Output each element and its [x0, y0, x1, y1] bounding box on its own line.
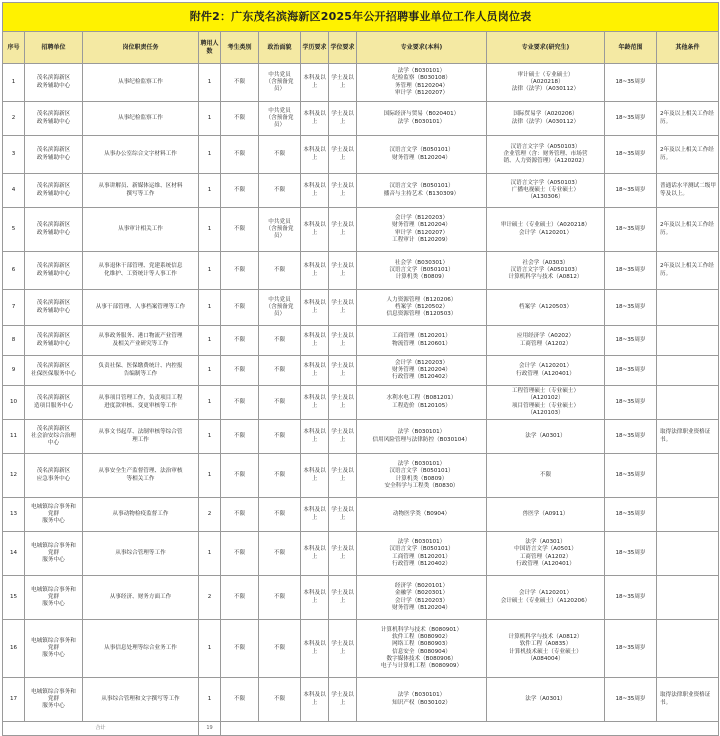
- graduate-major: 档案学（A120503）: [487, 290, 605, 326]
- graduate-major: 计算机科学与技术（A0812） 软件工程（A0835） 计算机技术硕士（专业硕士） （A084004）: [487, 620, 605, 678]
- headcount: 1: [199, 620, 221, 678]
- table-row: [3, 620, 719, 678]
- candidate-category: 不限: [221, 454, 259, 498]
- job-duty: 从事项目管理工作，负责项目工程 进度款审核、变更审核等工作: [83, 386, 199, 420]
- column-header: 年龄范围: [605, 32, 657, 64]
- recruiting-unit: 茂名滨海新区 政务辅助中心: [25, 290, 83, 326]
- row-number: 9: [3, 356, 25, 386]
- candidate-category: 不限: [221, 136, 259, 174]
- education-requirement: 本科及以 上: [301, 208, 329, 252]
- other-conditions: 2年及以上相关工作经历。: [657, 136, 719, 174]
- table-row: [3, 498, 719, 532]
- degree-requirement: 学士及以 上: [329, 498, 357, 532]
- degree-requirement: 学士及以 上: [329, 386, 357, 420]
- column-header: 其他条件: [657, 32, 719, 64]
- job-duty: 从事办公室综合文字材料工作: [83, 136, 199, 174]
- education-requirement: 本科及以 上: [301, 420, 329, 454]
- other-conditions: [657, 620, 719, 678]
- table-row: [3, 252, 719, 290]
- total-value: 19: [199, 722, 221, 736]
- other-conditions: 2年及以上相关工作经历。: [657, 208, 719, 252]
- age-range: 18~35周岁: [605, 252, 657, 290]
- other-conditions: [657, 386, 719, 420]
- education-requirement: 本科及以 上: [301, 454, 329, 498]
- education-requirement: 本科及以 上: [301, 532, 329, 576]
- undergraduate-major: 计算机科学与技术（B080901） 软件工程（B080902） 网络工程（B080903） 信息安全（B080904） 数字媒体技术（B080906） 电子与计算机工程（B080909）: [357, 620, 487, 678]
- job-duty: 负责社保、医保缴费统计、内控报 告编制等工作: [83, 356, 199, 386]
- recruiting-unit: 茂名滨海新区 政务辅助中心: [25, 326, 83, 356]
- job-duty: 从事干部管理、人事档案管理等工作: [83, 290, 199, 326]
- row-number: 8: [3, 326, 25, 356]
- candidate-category: 不限: [221, 208, 259, 252]
- political-status: 不限: [259, 576, 301, 620]
- row-number: 1: [3, 64, 25, 102]
- undergraduate-major: 法学（B030101） 汉语言文学（B050101） 计算机类（B0809） 安全科学与工程类（B0830）: [357, 454, 487, 498]
- degree-requirement: 学士及以 上: [329, 326, 357, 356]
- other-conditions: [657, 498, 719, 532]
- candidate-category: 不限: [221, 386, 259, 420]
- graduate-major: 汉语言文字学（A050103） 企业管理（含：财务管理、市场营 销、人力资源管理）（A120202）: [487, 136, 605, 174]
- recruiting-unit: 电城镇综合事务和 党群 服务中心: [25, 532, 83, 576]
- political-status: 不限: [259, 326, 301, 356]
- recruiting-unit: 茂名滨海新区 应急事务中心: [25, 454, 83, 498]
- undergraduate-major: 动物医学类（B0904）: [357, 498, 487, 532]
- headcount: 1: [199, 290, 221, 326]
- row-number: 13: [3, 498, 25, 532]
- political-status: 不限: [259, 620, 301, 678]
- political-status: 不限: [259, 532, 301, 576]
- candidate-category: 不限: [221, 102, 259, 136]
- row-number: 5: [3, 208, 25, 252]
- degree-requirement: 学士及以 上: [329, 290, 357, 326]
- age-range: 18~35周岁: [605, 136, 657, 174]
- age-range: 18~35周岁: [605, 102, 657, 136]
- table-row: [3, 136, 719, 174]
- undergraduate-major: 法学（B030101） 纪检监察（B030108） 务管理（B120204） 审计学（B120207）: [357, 64, 487, 102]
- undergraduate-major: 法学（B030101） 汉语言文学（B050101） 工商管理（B120201） 行政管理（B120402）: [357, 532, 487, 576]
- political-status: 不限: [259, 498, 301, 532]
- column-header: 专业要求(本科): [357, 32, 487, 64]
- degree-requirement: 学士及以 上: [329, 174, 357, 208]
- headcount: 1: [199, 454, 221, 498]
- recruiting-unit: 茂名滨海新区 社保医保服务中心: [25, 356, 83, 386]
- political-status: 不限: [259, 386, 301, 420]
- age-range: 18~35周岁: [605, 174, 657, 208]
- degree-requirement: 学士及以 上: [329, 454, 357, 498]
- other-conditions: [657, 532, 719, 576]
- table-row: [3, 326, 719, 356]
- other-conditions: [657, 64, 719, 102]
- political-status: 不限: [259, 174, 301, 208]
- political-status: 中共党员 （含预备党 员）: [259, 64, 301, 102]
- headcount: 1: [199, 208, 221, 252]
- row-number: 4: [3, 174, 25, 208]
- undergraduate-major: 人力资源管理（B120206） 档案学（B120502） 信息资源管理（B120503）: [357, 290, 487, 326]
- candidate-category: 不限: [221, 252, 259, 290]
- graduate-major: 法学（A0301） 中国语言文学（A0501） 工商管理（A1202） 行政管理（A120401）: [487, 532, 605, 576]
- undergraduate-major: 法学（B030101） 信用风险管理与法律防控（B030104）: [357, 420, 487, 454]
- row-number: 14: [3, 532, 25, 576]
- undergraduate-major: 经济学（B020101） 金融学（B020301） 会计学（B120203） 财务管理（B120204）: [357, 576, 487, 620]
- age-range: 18~35周岁: [605, 454, 657, 498]
- headcount: 1: [199, 326, 221, 356]
- table-title: 附件2：广东茂名滨海新区2025年公开招聘事业单位工作人员岗位表: [3, 3, 719, 32]
- table-row: [3, 356, 719, 386]
- job-duty: 从事退休干部管理、党建系统信息 化维护、工资统计等人事工作: [83, 252, 199, 290]
- age-range: 18~35周岁: [605, 290, 657, 326]
- graduate-major: 审计硕士（专业硕士）（A020218） 会计学（A120201）: [487, 208, 605, 252]
- undergraduate-major: 水利水电工程（B081201） 工程造价（B120105）: [357, 386, 487, 420]
- graduate-major: 会计学（A120201） 会计硕士（专业硕士）（A120206）: [487, 576, 605, 620]
- table-row: [3, 208, 719, 252]
- table-body: [3, 64, 719, 736]
- recruitment-table: [2, 2, 719, 736]
- row-number: 6: [3, 252, 25, 290]
- other-conditions: 2年及以上相关工作经历。: [657, 102, 719, 136]
- undergraduate-major: 汉语言文学（B050101） 财务管理（B120204）: [357, 136, 487, 174]
- political-status: 不限: [259, 252, 301, 290]
- degree-requirement: 学士及以 上: [329, 136, 357, 174]
- graduate-major: 兽医学（A0911）: [487, 498, 605, 532]
- candidate-category: 不限: [221, 420, 259, 454]
- row-number: 16: [3, 620, 25, 678]
- table-row: [3, 678, 719, 722]
- degree-requirement: 学士及以 上: [329, 64, 357, 102]
- recruiting-unit: 茂名滨海新区 政务辅助中心: [25, 102, 83, 136]
- graduate-major: 应用经济学（A0202） 工商管理（A1202）: [487, 326, 605, 356]
- table-row: [3, 290, 719, 326]
- column-header: 招聘单位: [25, 32, 83, 64]
- age-range: 18~35周岁: [605, 208, 657, 252]
- total-row: [3, 722, 719, 736]
- recruiting-unit: 茂名滨海新区 社会治安综合治理 中心: [25, 420, 83, 454]
- headcount: 1: [199, 420, 221, 454]
- age-range: 18~35周岁: [605, 678, 657, 722]
- headcount: 1: [199, 64, 221, 102]
- headcount: 1: [199, 174, 221, 208]
- job-duty: 从事纪检监察工作: [83, 102, 199, 136]
- age-range: 18~35周岁: [605, 620, 657, 678]
- education-requirement: 本科及以 上: [301, 64, 329, 102]
- table-row: [3, 174, 719, 208]
- undergraduate-major: 工商管理（B120201） 物流管理（B120601）: [357, 326, 487, 356]
- candidate-category: 不限: [221, 532, 259, 576]
- table-row: [3, 420, 719, 454]
- headcount: 1: [199, 386, 221, 420]
- column-header: 岗位职责任务: [83, 32, 199, 64]
- job-duty: 从事讲解员、新媒体运维、区材料 撰写等工作: [83, 174, 199, 208]
- education-requirement: 本科及以 上: [301, 356, 329, 386]
- graduate-major: 法学（A0301）: [487, 678, 605, 722]
- recruiting-unit: 电城镇综合事务和 党群 服务中心: [25, 678, 83, 722]
- graduate-major: 国际贸易学（A020206） 法律（法学）（A030112）: [487, 102, 605, 136]
- table-row: [3, 102, 719, 136]
- education-requirement: 本科及以 上: [301, 102, 329, 136]
- age-range: 18~35周岁: [605, 532, 657, 576]
- political-status: 中共党员 （含预备党 员）: [259, 102, 301, 136]
- graduate-major: 审计硕士（专业硕士） （A020218） 法律（法学）（A030112）: [487, 64, 605, 102]
- degree-requirement: 学士及以 上: [329, 576, 357, 620]
- recruiting-unit: 茂名滨海新区 政务辅助中心: [25, 64, 83, 102]
- recruiting-unit: 茂名滨海新区 政务辅助中心: [25, 174, 83, 208]
- column-header: 政治面貌: [259, 32, 301, 64]
- recruiting-unit: 茂名滨海新区 政务辅助中心: [25, 136, 83, 174]
- job-duty: 从事安全生产监督管理、法治审核 等相关工作: [83, 454, 199, 498]
- other-conditions: [657, 356, 719, 386]
- age-range: 18~35周岁: [605, 326, 657, 356]
- other-conditions: 普通话水平测试二级甲等及以上。: [657, 174, 719, 208]
- political-status: 中共党员 （含预备党 员）: [259, 290, 301, 326]
- candidate-category: 不限: [221, 620, 259, 678]
- degree-requirement: 学士及以 上: [329, 420, 357, 454]
- other-conditions: [657, 326, 719, 356]
- job-duty: 从事审计相关工作: [83, 208, 199, 252]
- candidate-category: 不限: [221, 290, 259, 326]
- degree-requirement: 学士及以 上: [329, 532, 357, 576]
- job-duty: 从事综合管理等工作: [83, 532, 199, 576]
- total-label: 合计: [3, 722, 199, 736]
- table-row: [3, 64, 719, 102]
- political-status: 不限: [259, 136, 301, 174]
- job-duty: 从事文书起草、法制审核等综合管 理工作: [83, 420, 199, 454]
- political-status: 不限: [259, 420, 301, 454]
- table-row: [3, 386, 719, 420]
- column-header: 学历要求: [301, 32, 329, 64]
- education-requirement: 本科及以 上: [301, 498, 329, 532]
- headcount: 2: [199, 576, 221, 620]
- headcount: 1: [199, 356, 221, 386]
- degree-requirement: 学士及以 上: [329, 356, 357, 386]
- undergraduate-major: 汉语言文学（B050101） 播音与主持艺术（B130309）: [357, 174, 487, 208]
- table-row: [3, 532, 719, 576]
- political-status: 不限: [259, 356, 301, 386]
- recruiting-unit: 电城镇综合事务和 党群 服务中心: [25, 576, 83, 620]
- job-duty: 从事综合管理和文字撰写等工作: [83, 678, 199, 722]
- column-header: 专业要求(研究生): [487, 32, 605, 64]
- recruiting-unit: 茂名滨海新区 造项目服务中心: [25, 386, 83, 420]
- undergraduate-major: 社会学（B030301） 汉语言文学（B050101） 计算机类（B0809）: [357, 252, 487, 290]
- education-requirement: 本科及以 上: [301, 326, 329, 356]
- candidate-category: 不限: [221, 356, 259, 386]
- age-range: 18~35周岁: [605, 64, 657, 102]
- row-number: 2: [3, 102, 25, 136]
- headcount: 1: [199, 136, 221, 174]
- job-duty: 从事信息处理等综合业务工作: [83, 620, 199, 678]
- headcount: 1: [199, 252, 221, 290]
- candidate-category: 不限: [221, 576, 259, 620]
- header-row: [3, 32, 719, 64]
- graduate-major: 会计学（A120201） 行政管理（A120401）: [487, 356, 605, 386]
- education-requirement: 本科及以 上: [301, 136, 329, 174]
- education-requirement: 本科及以 上: [301, 174, 329, 208]
- recruiting-unit: 茂名滨海新区 政务辅助中心: [25, 208, 83, 252]
- headcount: 1: [199, 102, 221, 136]
- degree-requirement: 学士及以 上: [329, 678, 357, 722]
- political-status: 不限: [259, 678, 301, 722]
- job-duty: 从事政务服务、港口物流产业管理 及相关产业研究等工作: [83, 326, 199, 356]
- row-number: 7: [3, 290, 25, 326]
- candidate-category: 不限: [221, 326, 259, 356]
- degree-requirement: 学士及以 上: [329, 208, 357, 252]
- political-status: 不限: [259, 454, 301, 498]
- graduate-major: 工程管理硕士（专业硕士） （A120102） 项目管理硕士（专业硕士） （A120103）: [487, 386, 605, 420]
- job-duty: 从事动物检疫监督工作: [83, 498, 199, 532]
- degree-requirement: 学士及以 上: [329, 252, 357, 290]
- candidate-category: 不限: [221, 498, 259, 532]
- row-number: 3: [3, 136, 25, 174]
- column-header: 序号: [3, 32, 25, 64]
- other-conditions: [657, 454, 719, 498]
- education-requirement: 本科及以 上: [301, 620, 329, 678]
- candidate-category: 不限: [221, 174, 259, 208]
- age-range: 18~35周岁: [605, 386, 657, 420]
- undergraduate-major: 法学（B030101） 知识产权（B030102）: [357, 678, 487, 722]
- job-duty: 从事经济、财务方面工作: [83, 576, 199, 620]
- age-range: 18~35周岁: [605, 576, 657, 620]
- column-header: 学位要求: [329, 32, 357, 64]
- other-conditions: [657, 576, 719, 620]
- table-row: [3, 576, 719, 620]
- graduate-major: 法学（A0301）: [487, 420, 605, 454]
- education-requirement: 本科及以 上: [301, 290, 329, 326]
- recruiting-unit: 茂名滨海新区 政务辅助中心: [25, 252, 83, 290]
- recruiting-unit: 电城镇综合事务和 党群 服务中心: [25, 498, 83, 532]
- undergraduate-major: 会计学（B120203） 财务管理（B120204） 行政管理（B120402）: [357, 356, 487, 386]
- candidate-category: 不限: [221, 64, 259, 102]
- recruiting-unit: 电城镇综合事务和 党群 服务中心: [25, 620, 83, 678]
- education-requirement: 本科及以 上: [301, 576, 329, 620]
- row-number: 11: [3, 420, 25, 454]
- age-range: 18~35周岁: [605, 498, 657, 532]
- table-row: [3, 454, 719, 498]
- degree-requirement: 学士及以 上: [329, 102, 357, 136]
- education-requirement: 本科及以 上: [301, 386, 329, 420]
- row-number: 17: [3, 678, 25, 722]
- row-number: 15: [3, 576, 25, 620]
- graduate-major: 汉语言文字学（A050103） 广播电视硕士（专业硕士） （A130306）: [487, 174, 605, 208]
- education-requirement: 本科及以 上: [301, 678, 329, 722]
- headcount: 2: [199, 498, 221, 532]
- education-requirement: 本科及以 上: [301, 252, 329, 290]
- row-number: 12: [3, 454, 25, 498]
- column-header: 聘用人数: [199, 32, 221, 64]
- headcount: 1: [199, 532, 221, 576]
- other-conditions: 取得法律职业资格证书。: [657, 678, 719, 722]
- age-range: 18~35周岁: [605, 420, 657, 454]
- other-conditions: [657, 290, 719, 326]
- degree-requirement: 学士及以 上: [329, 620, 357, 678]
- column-header: 考生类别: [221, 32, 259, 64]
- age-range: 18~35周岁: [605, 356, 657, 386]
- undergraduate-major: 国际经济与贸易（B020401） 法学（B030101）: [357, 102, 487, 136]
- job-duty: 从事纪检监察工作: [83, 64, 199, 102]
- political-status: 中共党员 （含预备党 员）: [259, 208, 301, 252]
- other-conditions: 取得法律职业资格证书。: [657, 420, 719, 454]
- graduate-major: 社会学（A0303） 汉语言文字学（A050103） 计算机科学与技术（A0812）: [487, 252, 605, 290]
- headcount: 1: [199, 678, 221, 722]
- graduate-major: 不限: [487, 454, 605, 498]
- candidate-category: 不限: [221, 678, 259, 722]
- other-conditions: 2年及以上相关工作经历。: [657, 252, 719, 290]
- row-number: 10: [3, 386, 25, 420]
- undergraduate-major: 会计学（B120203） 财务管理（B120204） 审计学（B120207） 工程审计（B120209）: [357, 208, 487, 252]
- total-blank: [221, 722, 719, 736]
